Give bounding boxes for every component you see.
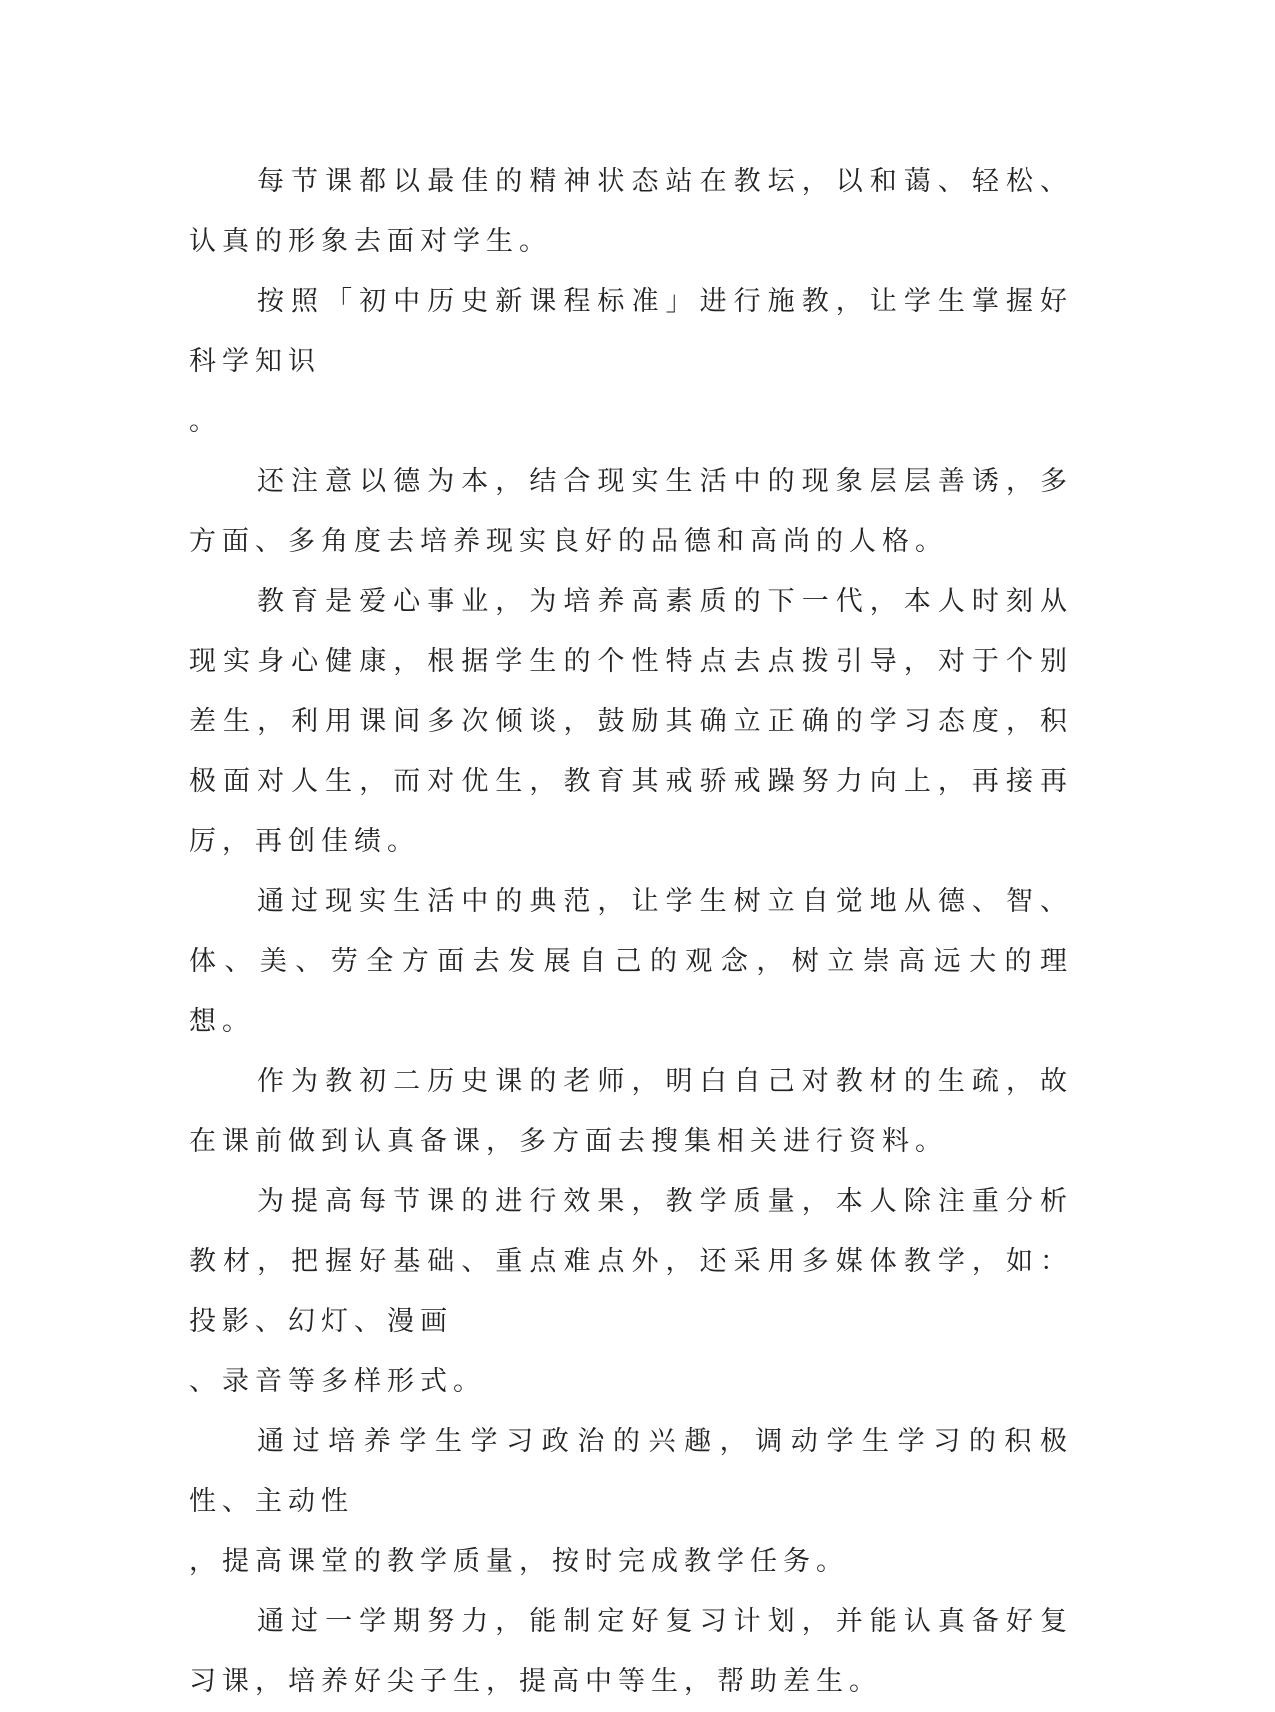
paragraph-5: 通过现实生活中的典范，让学生树立自觉地从德、智、体、美、劳全方面去发展自己的观念，树立崇高远大的理想。 [189,886,1073,1037]
paragraph-4: 教育是爱心事业，为培养高素质的下一代，本人时刻从现实身心健康，根据学生的个性特点去点拨引导，对于个别差生，利用课间多次倾谈，鼓励其确立正确的学习态度，积极面对人生，而对优生，教育其戒骄戒躁努力向上，再接再厉，再创佳绩。 [189,586,1073,857]
paragraph-9: 通过一学期努力，能制定好复习计划，并能认真备好复习课，培养好尖子生，提高中等生，帮助差生。 [189,1606,1073,1697]
paragraph-1: 每节课都以最佳的精神状态站在教坛，以和蔼、轻松、认真的形象去面对学生。 [189,166,1073,257]
paragraph-2: 按照「初中历史新课程标准」进行施教，让学生掌握好科学知识 。 [189,286,1073,437]
paragraph-7: 为提高每节课的进行效果，教学质量，本人除注重分析教材，把握好基础、重点难点外，还采用多媒体教学，如：投影、幻灯、漫画 、录音等多样形式。 [189,1186,1073,1397]
paragraph-3: 还注意以德为本，结合现实生活中的现象层层善诱，多方面、多角度去培养现实良好的品德和高尚的人格。 [189,466,1073,557]
paragraph-6: 作为教初二历史课的老师，明白自己对教材的生疏，故在课前做到认真备课，多方面去搜集相关进行资料。 [189,1066,1073,1157]
document-body [189,152,1073,1712]
paragraph-8: 通过培养学生学习政治的兴趣，调动学生学习的积极性、主动性 ，提高课堂的教学质量，按时完成教学任务。 [189,1426,1073,1577]
